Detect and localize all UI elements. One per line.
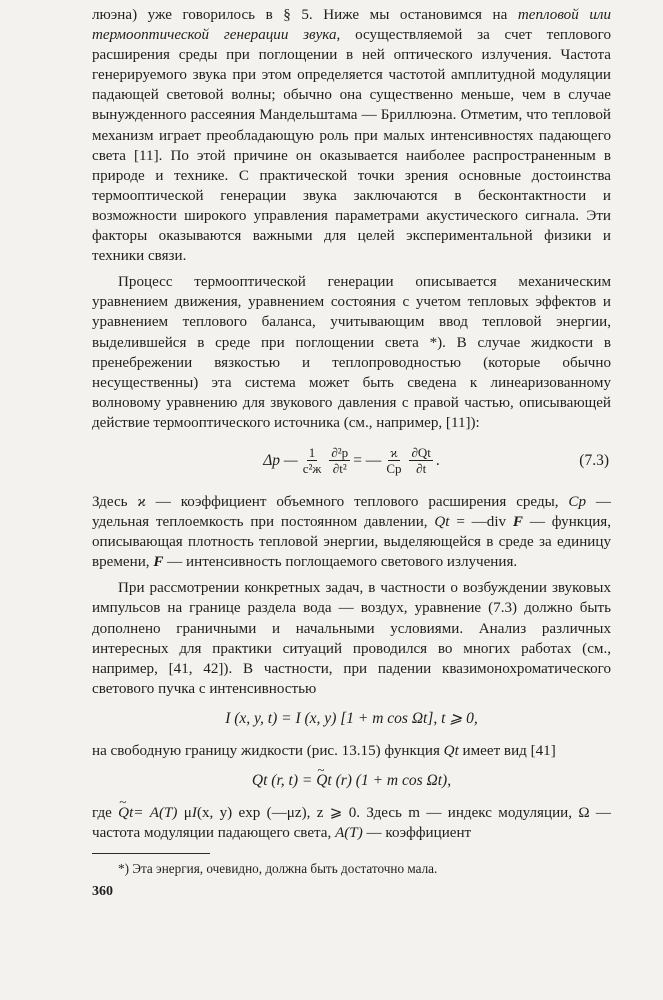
eq73-frac2: $\frac{\text{∂²p}}{\text{∂t²}}$ [331, 445, 349, 477]
page-number: 360 [92, 884, 113, 899]
eq73-mid: = — [353, 451, 382, 469]
qt-tilde-symbol: ~ Qt [118, 803, 133, 823]
eq73-lhs: Δp — [263, 451, 298, 469]
f-symbol: F [512, 514, 523, 531]
kappa-symbol: ϰ [137, 493, 146, 510]
paragraph-4: При рассмотрении конкретных задач, в частности о возбуждении звуковых импульсов на границе раздела вода — воздух, уравнение (7.3) должно быть дополнено граничными и начальными условиями. Анализ различных интересных для практики ситуаций проводился во многих работах (см., например, [41, 42]). В частности, при падении квазимонохроматического светового пучка с интенсивностью [92, 580, 611, 697]
i-symbol: I [191, 805, 197, 821]
p1-rest: , осуществляемой за счет теплового расширения среды при поглощении в ней оптического излучения. Частота генерируемого звука при этом определяется частотой амплитудной модуляции падающей световой волны; обычно она существенно меньше, чем в случае вынужденного рассеяния Мандельштама — Бриллюэна. Отметим, что тепловой механизм играет преобладающую роль при малых интенсивностях падающего света [11]. По этой причине он оказывается наиболее распространенным в природе и технике. С практической точки зрения основные достоинства термооптической генерации звука заключаются в бесконтактности и возможности широкого управления параметрами акустического сигнала. Эти факторы оказываются важными для целей экспериментальной физики и техники связи. [92, 27, 612, 265]
footnote: *) Эта энергия, очевидно, должна быть достаточно мала. [118, 861, 438, 876]
eq73-frac4: $\frac{\partial Qt}{\partial t}$ [411, 445, 431, 477]
eq73-frac1: $\frac{1}{\text{c²ж}}$ [302, 445, 322, 477]
body-text [92, 5, 611, 843]
cp-symbol: Cp [568, 493, 587, 510]
eq73-tag: (7.3) [579, 451, 609, 469]
a-eq: = A(T) [133, 805, 178, 821]
equation-q: Qt (r, t) = ~ Qt (r) (1 + m cos Ωt), [92, 769, 611, 793]
p1-term: тепловой или термооптической генерации звука [92, 7, 611, 44]
paragraph-3: Здесь ϰ — коэффициент объемного теплового расширения среды, Cp — удельная теплоемкость при постоянном давлении, Qt = —div F — функция, описывающая плотность тепловой энергии, выделяющейся в среде за единицу времени, F — интенсивность поглощаемого светового излучения. [92, 493, 611, 571]
footnote-rule [92, 853, 210, 854]
a-t-symbol: A(T) [335, 825, 363, 842]
paragraph-6: где ~ Qt= A(T) μI(x, y) exp (—μz), z ⩾ 0. Здесь m — индекс модуляции, Ω — частота модуляции падающего света, A(T) — коэффициент [92, 803, 611, 843]
equation-7-3: Δp — $\frac{1}{\text{c²ж}}$ $\frac{\text{∂²p}}{\text{∂t²}}$ = — $\frac{ϰ}{Cp}$ $\frac{\partial Qt}{\partial t}$ . (7.3) [263, 445, 609, 477]
paragraph-5: на свободную границу жидкости (рис. 13.15) функция Qt имеет вид [41] [92, 742, 556, 759]
qt-symbol-2: Qt [443, 742, 459, 759]
eq73-frac3: $\frac{ϰ}{Cp}$ [386, 445, 402, 477]
p1-lead: люэна) уже говорилось в § 5. Ниже мы остановимся на [92, 7, 518, 23]
paragraph-2: Процесс термооптической генерации описывается механическим уравнением движения, уравнением состояния с учетом тепловых эффектов и уравнением теплового баланса, учитывающим ввод тепловой энергии, выделившейся в среде при поглощении света *). В случае жидкости в пренебрежении вязкостью и теплопроводностью (которые обычно несущественны) эта система может быть сведена к линеаризованному волновому уравнению для звукового давления с правой частью, описывающей действие термооптического источника (см., например, [11]): [92, 274, 611, 431]
equation-intensity: I (x, y, t) = I (x, y) [1 + m cos Ωt], t ⩾ 0, [225, 709, 478, 727]
qt-symbol: Qt [434, 514, 450, 531]
f-symbol-2: F [153, 554, 164, 571]
paragraph-1 [92, 5, 611, 266]
